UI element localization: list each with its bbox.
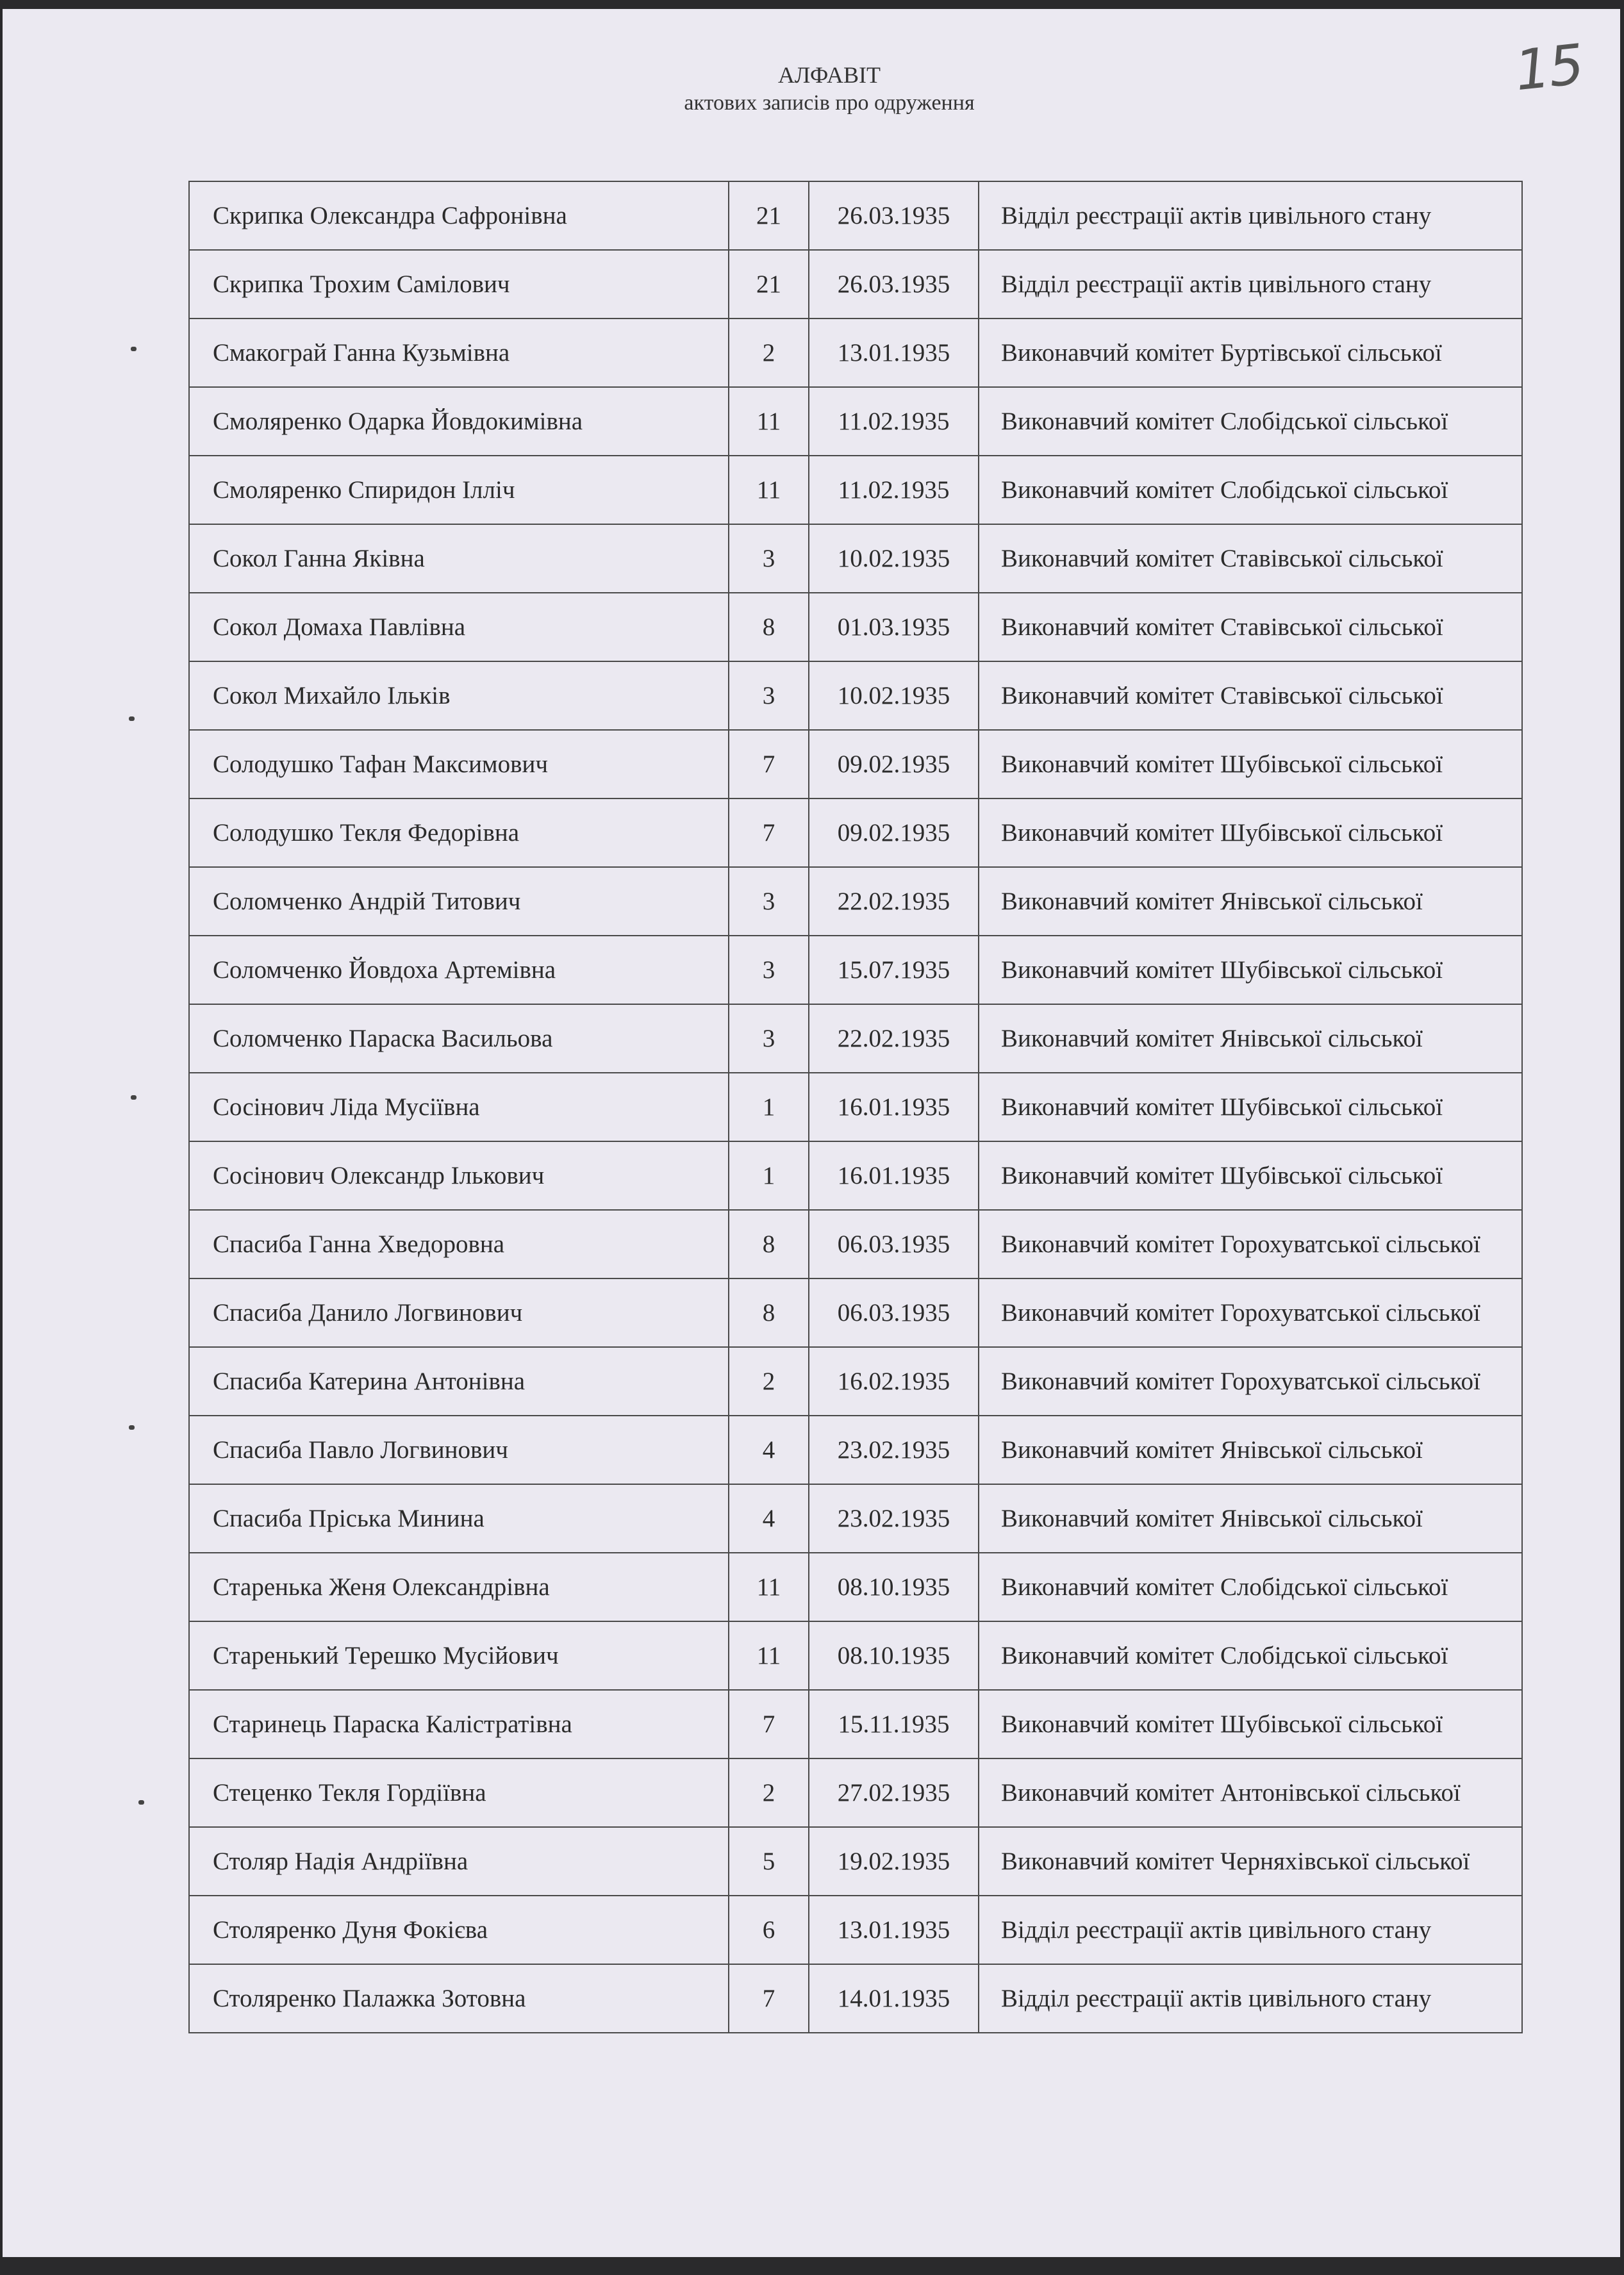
person-name-cell: Сокол Михайло Ільків <box>189 661 729 730</box>
record-number-cell: 8 <box>729 1210 809 1278</box>
registry-office-cell: Виконавчий комітет Янівської сільської <box>979 1004 1522 1073</box>
registry-office-cell: Відділ реєстрації актів цивільного стану <box>979 181 1522 250</box>
registry-office-cell: Виконавчий комітет Горохуватської сільської <box>979 1278 1522 1347</box>
person-name-cell: Старенький Терешко Мусійович <box>189 1621 729 1690</box>
record-date-cell: 11.02.1935 <box>809 456 979 524</box>
person-name-cell: Спасиба Ганна Хведоровна <box>189 1210 729 1278</box>
registry-office-cell: Виконавчий комітет Шубівської сільської <box>979 1073 1522 1141</box>
record-date-cell: 26.03.1935 <box>809 250 979 318</box>
record-number-cell: 3 <box>729 936 809 1004</box>
table-body <box>189 181 1522 2033</box>
record-number-cell: 3 <box>729 867 809 936</box>
registry-office-cell: Виконавчий комітет Слобідської сільської <box>979 387 1522 456</box>
record-date-cell: 15.07.1935 <box>809 936 979 1004</box>
table-row <box>189 1278 1522 1347</box>
record-number-cell: 1 <box>729 1141 809 1210</box>
person-name-cell: Солодушко Текля Федорівна <box>189 798 729 867</box>
record-number-cell: 21 <box>729 250 809 318</box>
table-row <box>189 1004 1522 1073</box>
person-name-cell: Смоляренко Одарка Йовдокимівна <box>189 387 729 456</box>
registry-office-cell: Виконавчий комітет Янівської сільської <box>979 1484 1522 1553</box>
record-date-cell: 01.03.1935 <box>809 593 979 661</box>
record-number-cell: 3 <box>729 524 809 593</box>
table-row <box>189 1210 1522 1278</box>
record-date-cell: 19.02.1935 <box>809 1827 979 1896</box>
table-row <box>189 1690 1522 1758</box>
table-row <box>189 1347 1522 1416</box>
record-number-cell: 11 <box>729 1553 809 1621</box>
record-number-cell: 4 <box>729 1484 809 1553</box>
table-row <box>189 661 1522 730</box>
record-number-cell: 7 <box>729 730 809 798</box>
record-number-cell: 11 <box>729 456 809 524</box>
table-row <box>189 1827 1522 1896</box>
table-row <box>189 1758 1522 1827</box>
registry-office-cell: Виконавчий комітет Слобідської сільської <box>979 1621 1522 1690</box>
document-subtitle: актових записів про одруження <box>684 91 975 115</box>
record-number-cell: 6 <box>729 1896 809 1964</box>
table-row <box>189 181 1522 250</box>
record-date-cell: 26.03.1935 <box>809 181 979 250</box>
table-row <box>189 387 1522 456</box>
record-date-cell: 14.01.1935 <box>809 1964 979 2033</box>
table-row <box>189 730 1522 798</box>
scan-speck <box>129 716 135 721</box>
person-name-cell: Спасиба Катерина Антонівна <box>189 1347 729 1416</box>
registry-office-cell: Виконавчий комітет Янівської сільської <box>979 1416 1522 1484</box>
person-name-cell: Сокол Домаха Павлівна <box>189 593 729 661</box>
person-name-cell: Солодушко Тафан Максимович <box>189 730 729 798</box>
record-number-cell: 7 <box>729 1964 809 2033</box>
registry-office-cell: Виконавчий комітет Шубівської сільської <box>979 936 1522 1004</box>
person-name-cell: Спасиба Данило Логвинович <box>189 1278 729 1347</box>
registry-office-cell: Виконавчий комітет Янівської сільської <box>979 867 1522 936</box>
document-page <box>3 9 1620 2257</box>
scan-speck <box>129 1425 135 1430</box>
person-name-cell: Сосінович Олександр Ількович <box>189 1141 729 1210</box>
record-number-cell: 3 <box>729 1004 809 1073</box>
person-name-cell: Сосінович Ліда Мусіївна <box>189 1073 729 1141</box>
registry-office-cell: Виконавчий комітет Слобідської сільської <box>979 456 1522 524</box>
person-name-cell: Соломченко Йовдоха Артемівна <box>189 936 729 1004</box>
record-number-cell: 11 <box>729 1621 809 1690</box>
registry-office-cell: Виконавчий комітет Горохуватської сільської <box>979 1210 1522 1278</box>
record-date-cell: 16.02.1935 <box>809 1347 979 1416</box>
registry-office-cell: Відділ реєстрації актів цивільного стану <box>979 1896 1522 1964</box>
registry-office-cell: Виконавчий комітет Антонівської сільської <box>979 1758 1522 1827</box>
record-number-cell: 2 <box>729 318 809 387</box>
registry-office-cell: Виконавчий комітет Ставівської сільської <box>979 524 1522 593</box>
record-date-cell: 08.10.1935 <box>809 1621 979 1690</box>
record-number-cell: 11 <box>729 387 809 456</box>
person-name-cell: Старинець Параска Калістратівна <box>189 1690 729 1758</box>
record-date-cell: 23.02.1935 <box>809 1484 979 1553</box>
table-row <box>189 1896 1522 1964</box>
table-row <box>189 250 1522 318</box>
registry-office-cell: Виконавчий комітет Черняхівської сільської <box>979 1827 1522 1896</box>
document-title: АЛФАВІТ <box>777 62 881 88</box>
record-number-cell: 8 <box>729 593 809 661</box>
table-row <box>189 867 1522 936</box>
record-number-cell: 7 <box>729 798 809 867</box>
person-name-cell: Скрипка Трохим Самілович <box>189 250 729 318</box>
table-row <box>189 1416 1522 1484</box>
scan-speck <box>131 1095 137 1100</box>
record-date-cell: 10.02.1935 <box>809 661 979 730</box>
person-name-cell: Смоляренко Спиридон Ілліч <box>189 456 729 524</box>
table-row <box>189 1553 1522 1621</box>
registry-office-cell: Виконавчий комітет Буртівської сільської <box>979 318 1522 387</box>
record-number-cell: 4 <box>729 1416 809 1484</box>
person-name-cell: Смакограй Ганна Кузьмівна <box>189 318 729 387</box>
registry-office-cell: Виконавчий комітет Слобідської сільської <box>979 1553 1522 1621</box>
table-row <box>189 1484 1522 1553</box>
handwritten-page-number: 15 <box>1512 32 1586 104</box>
record-date-cell: 08.10.1935 <box>809 1553 979 1621</box>
person-name-cell: Старенька Женя Олександрівна <box>189 1553 729 1621</box>
table-row <box>189 1141 1522 1210</box>
table-row <box>189 1964 1522 2033</box>
record-number-cell: 7 <box>729 1690 809 1758</box>
record-date-cell: 13.01.1935 <box>809 1896 979 1964</box>
registry-office-cell: Виконавчий комітет Шубівської сільської <box>979 1141 1522 1210</box>
record-date-cell: 10.02.1935 <box>809 524 979 593</box>
person-name-cell: Спасиба Павло Логвинович <box>189 1416 729 1484</box>
table-row <box>189 798 1522 867</box>
record-date-cell: 09.02.1935 <box>809 798 979 867</box>
record-date-cell: 16.01.1935 <box>809 1141 979 1210</box>
record-date-cell: 06.03.1935 <box>809 1278 979 1347</box>
registry-office-cell: Виконавчий комітет Ставівської сільської <box>979 661 1522 730</box>
person-name-cell: Столяренко Дуня Фокієва <box>189 1896 729 1964</box>
record-number-cell: 8 <box>729 1278 809 1347</box>
registry-office-cell: Виконавчий комітет Горохуватської сільської <box>979 1347 1522 1416</box>
scan-speck <box>138 1800 144 1805</box>
person-name-cell: Соломченко Андрій Титович <box>189 867 729 936</box>
table-row <box>189 318 1522 387</box>
registry-office-cell: Відділ реєстрації актів цивільного стану <box>979 1964 1522 2033</box>
record-date-cell: 27.02.1935 <box>809 1758 979 1827</box>
person-name-cell: Стеценко Текля Гордіївна <box>189 1758 729 1827</box>
record-date-cell: 09.02.1935 <box>809 730 979 798</box>
record-date-cell: 13.01.1935 <box>809 318 979 387</box>
person-name-cell: Соломченко Параска Васильова <box>189 1004 729 1073</box>
table-row <box>189 936 1522 1004</box>
person-name-cell: Скрипка Олександра Сафронівна <box>189 181 729 250</box>
registry-office-cell: Виконавчий комітет Шубівської сільської <box>979 730 1522 798</box>
person-name-cell: Столяренко Палажка Зотовна <box>189 1964 729 2033</box>
record-number-cell: 1 <box>729 1073 809 1141</box>
record-number-cell: 2 <box>729 1758 809 1827</box>
record-date-cell: 06.03.1935 <box>809 1210 979 1278</box>
table-row <box>189 1073 1522 1141</box>
registry-office-cell: Відділ реєстрації актів цивільного стану <box>979 250 1522 318</box>
person-name-cell: Спасиба Пріська Минина <box>189 1484 729 1553</box>
record-number-cell: 2 <box>729 1347 809 1416</box>
record-date-cell: 15.11.1935 <box>809 1690 979 1758</box>
record-date-cell: 23.02.1935 <box>809 1416 979 1484</box>
record-number-cell: 5 <box>729 1827 809 1896</box>
registry-office-cell: Виконавчий комітет Ставівської сільської <box>979 593 1522 661</box>
record-date-cell: 11.02.1935 <box>809 387 979 456</box>
record-date-cell: 22.02.1935 <box>809 867 979 936</box>
marriage-records-table <box>188 181 1523 2033</box>
person-name-cell: Столяр Надія Андріївна <box>189 1827 729 1896</box>
table-row <box>189 524 1522 593</box>
record-date-cell: 16.01.1935 <box>809 1073 979 1141</box>
record-number-cell: 3 <box>729 661 809 730</box>
record-date-cell: 22.02.1935 <box>809 1004 979 1073</box>
table-row <box>189 593 1522 661</box>
person-name-cell: Сокол Ганна Яківна <box>189 524 729 593</box>
registry-office-cell: Виконавчий комітет Шубівської сільської <box>979 1690 1522 1758</box>
table-row <box>189 456 1522 524</box>
registry-office-cell: Виконавчий комітет Шубівської сільської <box>979 798 1522 867</box>
table-row <box>189 1621 1522 1690</box>
scan-speck <box>131 347 137 351</box>
record-number-cell: 21 <box>729 181 809 250</box>
